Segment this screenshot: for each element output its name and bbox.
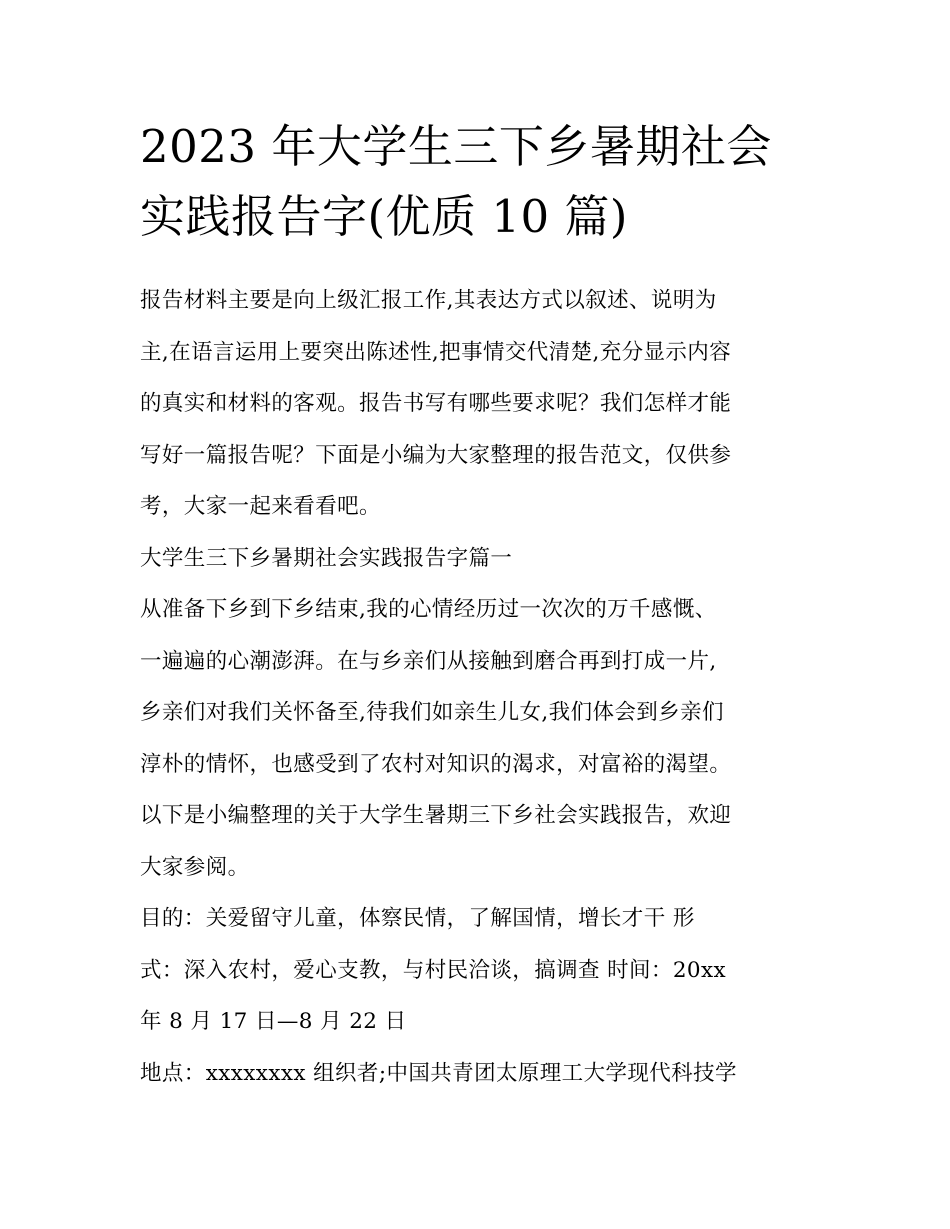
section-line-10: 地点：xxxxxxxx 组织者;中国共青团太原理工大学现代科技学 bbox=[140, 1060, 737, 1086]
title-line-1: 2023 年大学生三下乡暑期社会 bbox=[140, 120, 772, 173]
section-line-6: 大家参阅。 bbox=[140, 854, 250, 880]
intro-line-2: 主,在语言运用上要突出陈述性,把事情交代清楚,充分显示内容 bbox=[140, 339, 732, 365]
section-line-8: 式：深入农村，爱心支教，与村民洽谈，搞调查 时间：20xx bbox=[140, 957, 727, 983]
section-line-5: 以下是小编整理的关于大学生暑期三下乡社会实践报告，欢迎 bbox=[140, 803, 732, 828]
title-line-2: 实践报告字(优质 10 篇) bbox=[140, 190, 628, 243]
intro-line-3: 的真实和材料的客观。报告书写有哪些要求呢？我们怎样才能 bbox=[140, 391, 732, 416]
section-heading: 大学生三下乡暑期社会实践报告字篇一 bbox=[140, 545, 513, 571]
section-line-1: 从准备下乡到下乡结束,我的心情经历过一次次的万千感慨、 bbox=[140, 597, 717, 622]
section-line-2: 一遍遍的心潮澎湃。在与乡亲们从接触到磨合再到打成一片, bbox=[140, 648, 717, 674]
document-title bbox=[140, 112, 820, 252]
section-line-3: 乡亲们对我们关怀备至,待我们如亲生儿女,我们体会到乡亲们 bbox=[140, 700, 724, 725]
section-line-4: 淳朴的情怀，也感受到了农村对知识的渴求，对富裕的渴望。 bbox=[140, 751, 732, 777]
intro-line-4: 写好一篇报告呢？下面是小编为大家整理的报告范文，仅供参 bbox=[140, 442, 732, 468]
intro-line-5: 考，大家一起来看看吧。 bbox=[140, 494, 381, 519]
document-body bbox=[140, 275, 830, 1099]
section-line-9: 年 8 月 17 日—8 月 22 日 bbox=[140, 1009, 407, 1034]
intro-line-1: 报告材料主要是向上级汇报工作,其表达方式以叙述、说明为 bbox=[140, 288, 717, 313]
section-line-7: 目的：关爱留守儿童，体察民情，了解国情，增长才干 形 bbox=[140, 906, 695, 931]
